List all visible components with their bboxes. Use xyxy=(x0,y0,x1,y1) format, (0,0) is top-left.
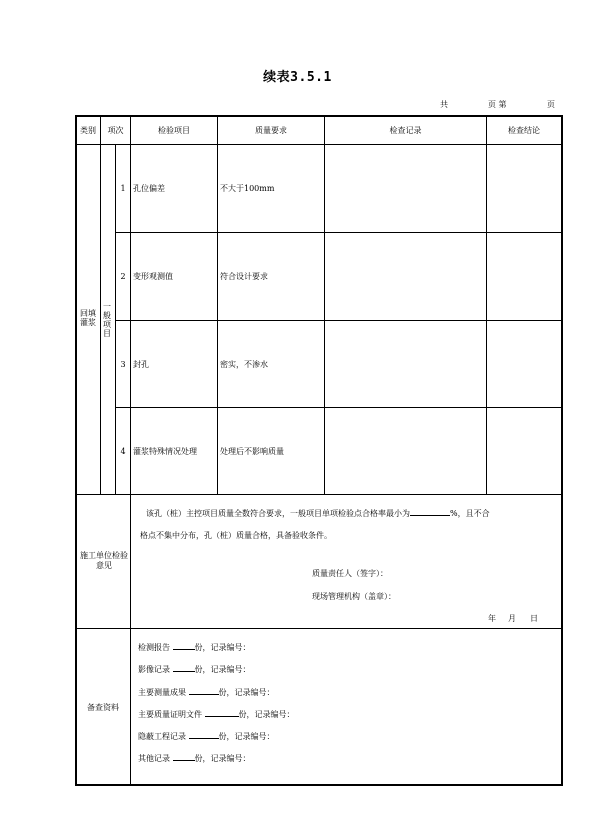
opinion-text-part2: %，且不合 xyxy=(450,509,490,518)
header-check-record: 检查记录 xyxy=(389,126,422,135)
opinion-text-line1 xyxy=(146,507,490,519)
record-line xyxy=(138,641,251,653)
row-check-conclusion-cell[interactable] xyxy=(487,233,561,320)
date-day: 日 xyxy=(530,614,538,623)
group-label: 一般项目 xyxy=(103,302,111,338)
category-label: 回填灌浆 xyxy=(80,309,96,327)
record-count-blank[interactable] xyxy=(173,663,195,672)
page-count-label: 共 xyxy=(440,100,448,109)
row-quality-req: 不大于100mm xyxy=(220,184,275,193)
opinion-label: 施工单位检验意见 xyxy=(80,551,128,570)
opinion-text-part1: 该孔（桩）主控项目质量全数符合要求，一般项目单项检验点合格率最小为 xyxy=(146,509,410,518)
row-number: 3 xyxy=(120,360,126,369)
record-line xyxy=(138,708,295,720)
row-number: 1 xyxy=(120,184,126,193)
record-suffix: 份，记录编号： xyxy=(194,754,251,763)
row-check-record-cell[interactable] xyxy=(325,321,486,407)
row-quality-req: 密实，不渗水 xyxy=(220,360,268,369)
record-line xyxy=(138,752,251,764)
row-check-item: 封孔 xyxy=(133,360,149,369)
row-quality-req: 符合设计要求 xyxy=(220,272,268,281)
row-check-item: 变形观测值 xyxy=(133,272,173,281)
record-name: 影像记录 xyxy=(138,665,170,674)
record-count-blank[interactable] xyxy=(189,686,219,695)
pass-rate-blank[interactable] xyxy=(410,507,450,516)
row-number: 2 xyxy=(120,272,126,281)
date-year: 年 xyxy=(488,614,496,623)
record-suffix: 份，记录编号： xyxy=(218,732,275,741)
record-name: 隐蔽工程记录 xyxy=(138,732,186,741)
record-name: 主要质量证明文件 xyxy=(138,710,202,719)
row-quality-req: 处理后不影响质量 xyxy=(220,447,284,456)
row-check-record-cell[interactable] xyxy=(325,408,486,494)
row-check-item: 灌浆特殊情况处理 xyxy=(133,447,197,456)
opinion-text-line2: 格点不集中分布，孔（桩）质量合格，具备验收条件。 xyxy=(140,531,332,540)
record-line xyxy=(138,663,251,675)
record-count-blank[interactable] xyxy=(205,708,239,717)
record-name: 其他记录 xyxy=(138,754,170,763)
row-check-record-cell[interactable] xyxy=(325,233,486,320)
record-suffix: 份，记录编号： xyxy=(194,643,251,652)
site-org-label: 现场管理机构（盖章）： xyxy=(312,592,396,601)
record-count-blank[interactable] xyxy=(173,752,195,761)
row-number: 4 xyxy=(120,447,126,456)
records-label: 备查资料 xyxy=(87,703,119,712)
quality-person-label: 质量责任人（签字）： xyxy=(312,569,388,578)
page-title: 续表3.5.1 xyxy=(263,70,332,85)
row-check-conclusion-cell[interactable] xyxy=(487,408,561,494)
page-number-label: 页 第 xyxy=(488,100,507,109)
record-count-blank[interactable] xyxy=(189,730,219,739)
row-check-record-cell[interactable] xyxy=(325,145,486,232)
header-quality-req: 质量要求 xyxy=(255,126,287,135)
record-count-blank[interactable] xyxy=(173,641,195,650)
record-suffix: 份，记录编号： xyxy=(194,665,251,674)
header-category: 类别 xyxy=(80,126,96,135)
date-month: 月 xyxy=(508,614,516,623)
row-check-item: 孔位偏差 xyxy=(133,184,165,193)
row-check-conclusion-cell[interactable] xyxy=(487,145,561,232)
header-check-item: 检验项目 xyxy=(158,126,190,135)
record-name: 主要测量成果 xyxy=(138,688,186,697)
header-check-conclusion: 检查结论 xyxy=(508,126,540,135)
record-suffix: 份，记录编号： xyxy=(238,710,295,719)
header-item-no: 项次 xyxy=(107,126,124,135)
record-line xyxy=(138,686,275,698)
record-name: 检测报告 xyxy=(138,643,170,652)
record-suffix: 份，记录编号： xyxy=(218,688,275,697)
record-line xyxy=(138,730,275,742)
page-suffix-label: 页 xyxy=(547,100,555,109)
row-check-conclusion-cell[interactable] xyxy=(487,321,561,407)
